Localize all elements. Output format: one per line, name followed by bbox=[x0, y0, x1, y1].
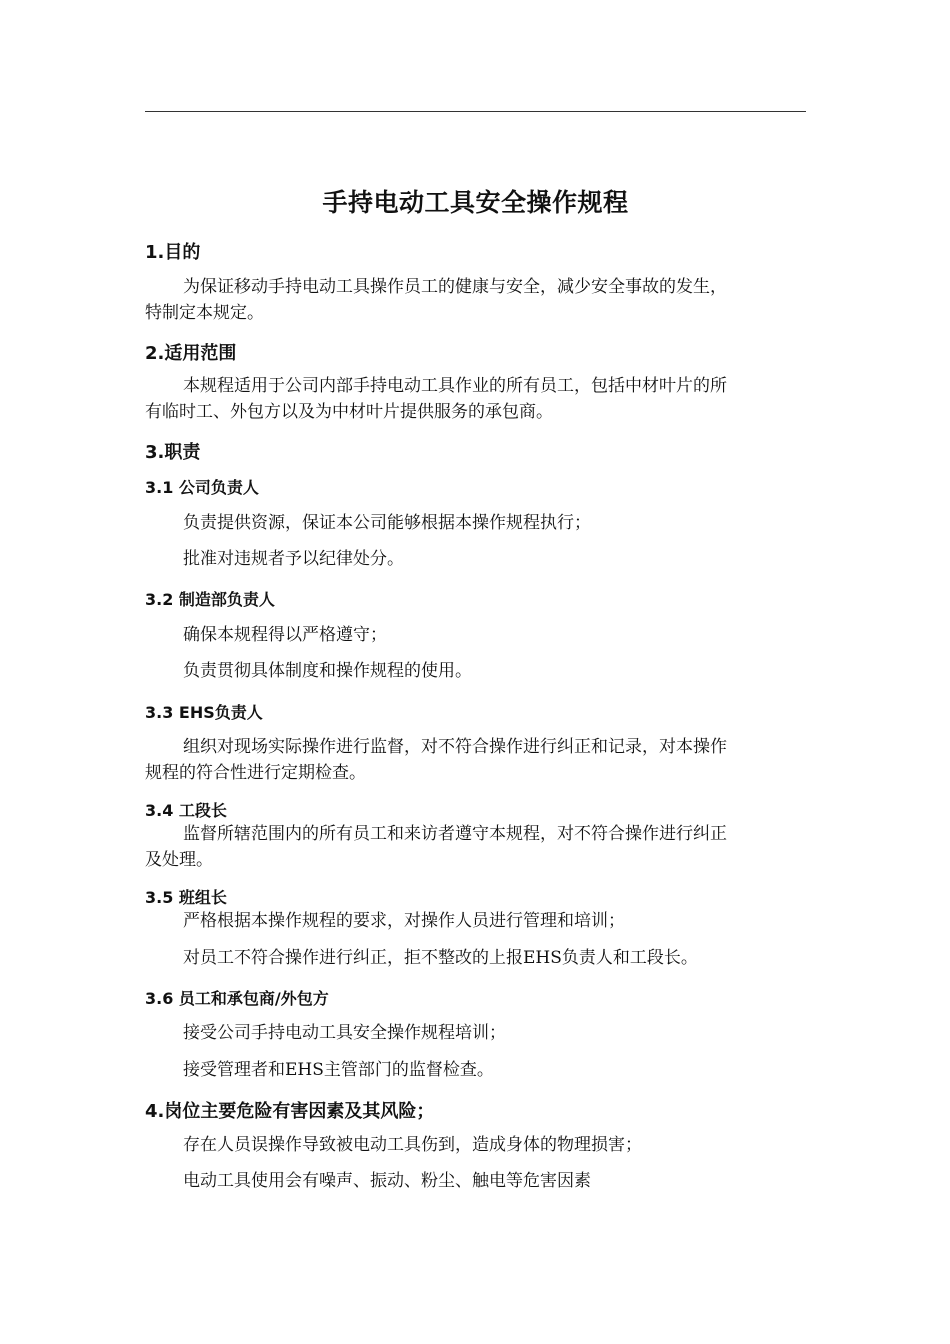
section-2-text-line-2: 有临时工、外包方以及为中材叶片提供服务的承包商。 bbox=[145, 402, 553, 422]
subsection-3-4-text-line-2: 及处理。 bbox=[145, 850, 213, 870]
subsection-3-6-heading: 3.6 员工和承包商/外包方 bbox=[145, 989, 329, 1008]
subsection-3-4-text-line-1: 监督所辖范围内的所有员工和来访者遵守本规程，对不符合操作进行纠正 bbox=[183, 824, 727, 844]
section-3-heading: 3.职责 bbox=[145, 442, 201, 463]
section-2-text-line-1: 本规程适用于公司内部手持电动工具作业的所有员工，包括中材叶片的所 bbox=[183, 376, 727, 396]
section-4-text-1: 存在人员误操作导致被电动工具伤到，造成身体的物理损害； bbox=[183, 1135, 642, 1155]
subsection-3-1-text-1: 负责提供资源，保证本公司能够根据本操作规程执行； bbox=[183, 513, 591, 533]
subsection-3-6-text-1: 接受公司手持电动工具安全操作规程培训； bbox=[183, 1023, 506, 1043]
document-title: 手持电动工具安全操作规程 bbox=[322, 188, 629, 217]
subsection-3-3-text-line-2: 规程的符合性进行定期检查。 bbox=[145, 763, 366, 783]
subsection-3-2-heading: 3.2 制造部负责人 bbox=[145, 590, 275, 609]
subsection-3-6-text-2: 接受管理者和EHS主管部门的监督检查。 bbox=[183, 1060, 494, 1080]
subsection-3-4-heading: 3.4 工段长 bbox=[145, 801, 227, 820]
subsection-3-2-text-2: 负责贯彻具体制度和操作规程的使用。 bbox=[183, 661, 472, 681]
subsection-3-5-heading: 3.5 班组长 bbox=[145, 888, 227, 907]
section-2-heading: 2.适用范围 bbox=[145, 343, 237, 364]
subsection-3-3-text-line-1: 组织对现场实际操作进行监督，对不符合操作进行纠正和记录，对本操作 bbox=[183, 737, 727, 757]
subsection-3-2-text-1: 确保本规程得以严格遵守； bbox=[183, 625, 387, 645]
subsection-3-3-heading: 3.3 EHS负责人 bbox=[145, 703, 263, 722]
subsection-3-1-text-2: 批准对违规者予以纪律处分。 bbox=[183, 549, 404, 569]
subsection-3-5-text-2: 对员工不符合操作进行纠正，拒不整改的上报EHS负责人和工段长。 bbox=[183, 948, 698, 968]
section-1-heading: 1.目的 bbox=[145, 242, 201, 263]
subsection-3-5-text-1: 严格根据本操作规程的要求，对操作人员进行管理和培训； bbox=[183, 911, 625, 931]
section-1-text-line-2: 特制定本规定。 bbox=[145, 303, 264, 323]
section-1-text-line-1: 为保证移动手持电动工具操作员工的健康与安全，减少安全事故的发生， bbox=[183, 277, 727, 297]
subsection-3-1-heading: 3.1 公司负责人 bbox=[145, 478, 259, 497]
section-4-text-2: 电动工具使用会有噪声、振动、粉尘、触电等危害因素 bbox=[183, 1171, 591, 1191]
section-4-heading: 4.岗位主要危险有害因素及其风险； bbox=[145, 1101, 435, 1122]
header-rule bbox=[145, 111, 806, 112]
